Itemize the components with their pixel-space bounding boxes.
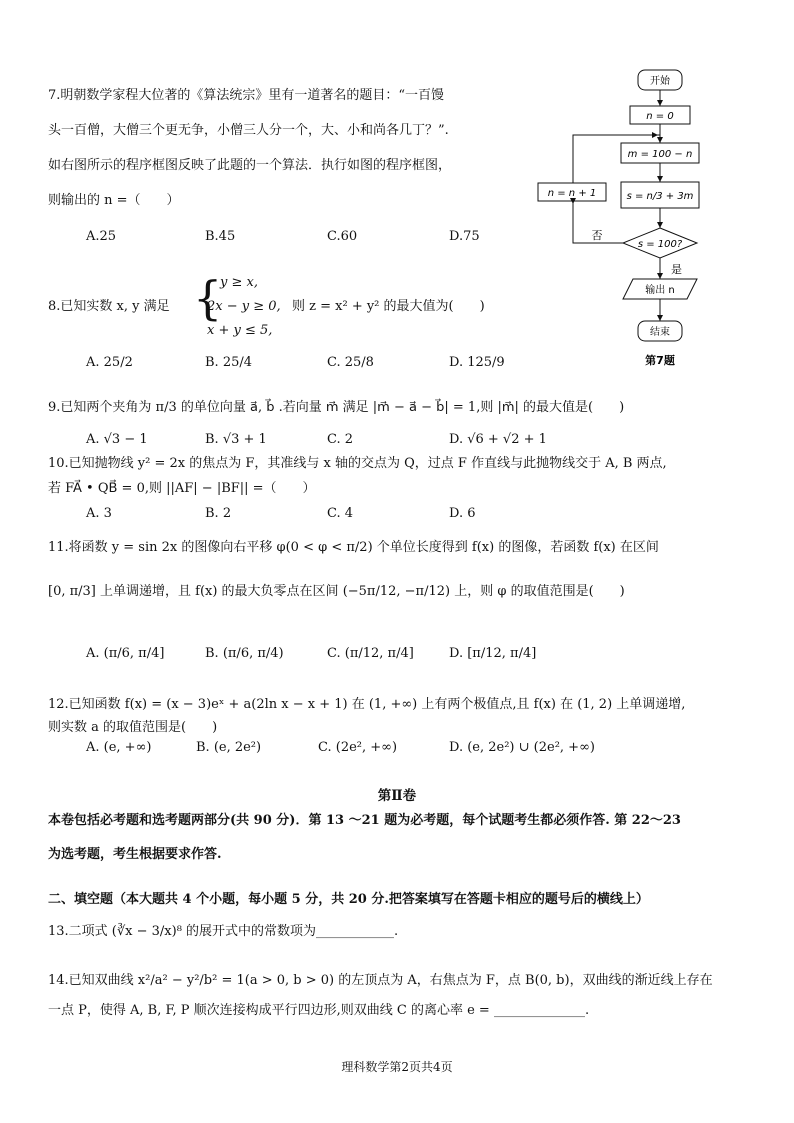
- q8-constraint-2: 2x − y ≥ 0,: [207, 299, 281, 314]
- q14-line1: 14.已知双曲线 x²/a² − y²/b² = 1(a > 0, b > 0) 的左顶点为 A，右焦点为 F，点 B(0, b)，双曲线的渐近线上存在: [48, 973, 713, 988]
- part2-desc-line2: 为选考题，考生根据要求作答.: [48, 847, 222, 862]
- q8-suffix: 则 z = x² + y² 的最大值为( ): [292, 299, 485, 314]
- q8-option-d: D. 125/9: [449, 355, 505, 370]
- part2-desc-line1: 本卷包括必考题和选考题两部分(共 90 分)．第 13 ～21 题为必考题，每个试题考生都必须作答. 第 22～23: [48, 813, 681, 828]
- flowchart-start: 开始: [650, 76, 670, 87]
- q7-option-d: D.75: [449, 229, 480, 244]
- q11-option-c: C. (π/12, π/4]: [327, 646, 414, 661]
- flowchart-yes-label: 是: [671, 263, 682, 276]
- q7-option-c: C.60: [327, 229, 358, 244]
- flowchart-end: 结束: [650, 327, 670, 338]
- flowchart-no-label: 否: [591, 229, 603, 242]
- flowchart-step2: s = n/3 + 3m: [626, 191, 694, 202]
- flowchart-step1: m = 100 − n: [627, 149, 693, 160]
- q12-option-c: C. (2e², +∞): [318, 740, 398, 755]
- q11-option-a: A. (π/6, π/4]: [86, 646, 165, 661]
- part2-title: 第Ⅱ卷: [377, 788, 417, 804]
- q7-line3: 如右图所示的程序框图反映了此题的一个算法．执行如图的程序框图，: [48, 158, 452, 173]
- q7-line1: 7.明朝数学家程大位著的《算法统宗》里有一道著名的题目：“一百馒: [48, 88, 445, 103]
- q11-option-b: B. (π/6, π/4): [205, 646, 284, 661]
- q12-option-d: D. (e, 2e²) ∪ (2e², +∞): [449, 740, 595, 755]
- q9-option-d: D. √6 + √2 + 1: [449, 432, 547, 447]
- q12-line2: 则实数 a 的取值范围是( ): [48, 720, 218, 735]
- q10-line2: 若 FA⃗ • QB⃗ = 0,则 ||AF| − |BF|| =（ ）: [48, 481, 316, 496]
- q12-line1: 12.已知函数 f(x) = (x − 3)eˣ + a(2ln x − x + 1) 在 (1, +∞) 上有两个极值点,且 f(x) 在 (1, 2) 上单调递增,: [48, 697, 686, 712]
- q11-option-d: D. [π/12, π/4]: [449, 646, 537, 661]
- q9-text: 9.已知两个夹角为 π/3 的单位向量 a⃗, b⃗ .若向量 m⃗ 满足 |m⃗ − a⃗ − b⃗| = 1,则 |m⃗| 的最大值是( ): [48, 400, 625, 415]
- q7-line4: 则输出的 n =（ ）: [48, 193, 180, 208]
- q13-text: 13.二项式 (∛x − 3/x)⁸ 的展开式中的常数项为____________.: [48, 924, 399, 939]
- section2-title: 二、填空题（本大题共 4 个小题，每小题 5 分，共 20 分.把答案填写在答题卡相应的题号后的横线上）: [48, 892, 649, 907]
- q7-option-a: A.25: [86, 229, 117, 244]
- q11-line1: 11.将函数 y = sin 2x 的图像向右平移 φ(0 < φ < π/2) 个单位长度得到 f(x) 的图像，若函数 f(x) 在区间: [48, 540, 659, 555]
- q8-option-a: A. 25/2: [86, 355, 133, 370]
- q14-line2: 一点 P，使得 A, B, F, P 顺次连接构成平行四边形,则双曲线 C 的离心率 e = ______________.: [48, 1003, 590, 1018]
- q10-option-a: A. 3: [86, 506, 112, 521]
- q8-option-b: B. 25/4: [205, 355, 253, 370]
- q12-option-a: A. (e, +∞): [86, 740, 152, 755]
- q10-option-b: B. 2: [205, 506, 232, 521]
- flowchart-increment: n = n + 1: [547, 188, 597, 199]
- q8-brace: {: [193, 271, 223, 325]
- q9-option-c: C. 2: [327, 432, 354, 447]
- q8-constraint-3: x + y ≤ 5,: [207, 323, 273, 338]
- q10-option-c: C. 4: [327, 506, 354, 521]
- q9-option-a: A. √3 − 1: [86, 432, 148, 447]
- q12-option-b: B. (e, 2e²): [196, 740, 262, 755]
- q7-option-b: B.45: [205, 229, 236, 244]
- q8-constraint-1: y ≥ x,: [220, 275, 258, 290]
- q10-option-d: D. 6: [449, 506, 476, 521]
- flowchart-output: 输出 n: [645, 285, 675, 296]
- flowchart-init: n = 0: [646, 111, 674, 122]
- q11-line2: [0, π/3] 上单调递增，且 f(x) 的最大负零点在区间 (−5π/12, −π/12) 上，则 φ 的取值范围是( ): [48, 584, 625, 599]
- q8-option-c: C. 25/8: [327, 355, 374, 370]
- flowchart-decision: s = 100?: [637, 239, 683, 250]
- page-footer: 理科数学第2页共4页: [341, 1060, 453, 1074]
- q9-option-b: B. √3 + 1: [205, 432, 267, 447]
- flowchart-diagram: [525, 62, 725, 372]
- flowchart-caption: 第7题: [645, 354, 675, 367]
- q10-line1: 10.已知抛物线 y² = 2x 的焦点为 F，其准线与 x 轴的交点为 Q，过点 F 作直线与此抛物线交于 A, B 两点,: [48, 456, 667, 471]
- q7-line2: 头一百僧，大僧三个更无争，小僧三人分一个，大、小和尚各几丁？”.: [48, 123, 449, 138]
- q8-prefix: 8.已知实数 x, y 满足: [48, 299, 170, 314]
